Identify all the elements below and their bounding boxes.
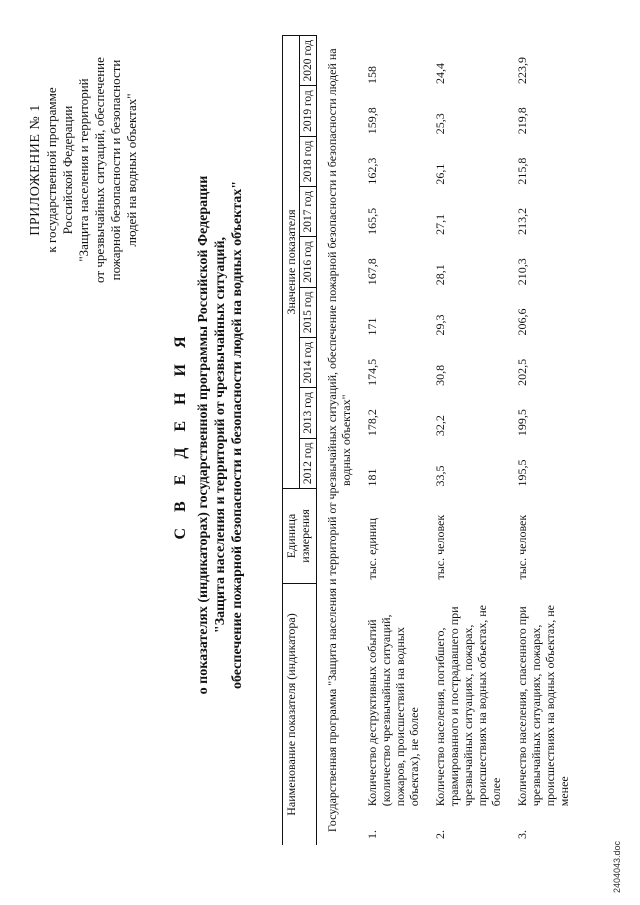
row-name: Количество населения, спасенного при чрезвычайных ситуациях, пожарах, происшествиях на водных объектах, не менее [515, 605, 571, 807]
row-value: 29,3 [433, 314, 447, 336]
row-value: 24,4 [433, 62, 447, 84]
row-value: 213,2 [515, 207, 529, 235]
document-file-name: 2404043.doc [612, 840, 622, 893]
year-header: 2012 год [300, 438, 317, 488]
row-unit: тыс. человек [515, 514, 529, 580]
heading-line: обеспечение пожарной безопасности и безопасности людей на водных объектах" [230, 180, 245, 690]
row-value: 210,3 [515, 258, 529, 286]
row-value: 28,1 [433, 264, 447, 286]
table-row [363, 36, 431, 846]
col-header-name: Наименование показателя (индикатора) [283, 584, 317, 845]
row-value: 165,5 [365, 207, 379, 235]
col-header-group: Значение показателя [283, 36, 300, 489]
row-value: 178,2 [365, 409, 379, 437]
appendix-line: к государственной программе [44, 87, 59, 253]
program-row-text: Государственная программа "Защита населения и территорий от чрезвычайных ситуаций, обеспечение пожарной безопасности и безопасности людей на водных объектах" [325, 48, 353, 833]
row-value: 223,9 [515, 56, 529, 84]
program-row [317, 36, 364, 846]
row-value: 202,5 [515, 358, 529, 386]
year-header: 2019 год [300, 86, 317, 136]
appendix-block [28, 35, 140, 305]
appendix-title: ПРИЛОЖЕНИЕ № 1 [28, 104, 43, 236]
row-value: 181 [365, 468, 379, 487]
row-value: 162,3 [365, 157, 379, 185]
year-header: 2014 год [300, 338, 317, 388]
row-value: 32,2 [433, 415, 447, 437]
row-value: 199,5 [515, 409, 529, 437]
row-unit: тыс. единиц [365, 517, 379, 580]
year-header: 2015 год [300, 287, 317, 337]
row-value: 171 [365, 317, 379, 336]
row-value: 26,1 [433, 163, 447, 185]
appendix-line: людей на водных объектах" [124, 93, 139, 247]
row-value: 159,8 [365, 107, 379, 135]
year-header: 2017 год [300, 187, 317, 237]
row-value: 167,8 [365, 258, 379, 286]
appendix-line: пожарной безопасности и безопасности [108, 59, 123, 281]
appendix-line: "Защита населения и территорий [76, 78, 91, 262]
row-value: 25,3 [433, 113, 447, 135]
table-row [513, 36, 581, 846]
heading-line: "Защита населения и территорий от чрезвычайных ситуаций, [213, 236, 228, 634]
row-value: 195,5 [515, 459, 529, 487]
appendix-line: Российской Федерации [60, 105, 75, 235]
document-heading [172, 55, 246, 815]
appendix-line: от чрезвычайных ситуаций, обеспечение [92, 57, 107, 283]
row-value: 33,5 [433, 465, 447, 487]
col-header-unit: Единица измерения [283, 488, 317, 583]
heading-line: о показателях (индикаторах) государственной программы Российской Федерации [196, 175, 211, 695]
row-number: 3. [515, 830, 529, 839]
row-value: 219,8 [515, 107, 529, 135]
row-value: 158 [365, 65, 379, 84]
table-row [431, 36, 513, 846]
row-unit: тыс. человек [433, 514, 447, 580]
heading-title: С В Е Д Е Н И Я [172, 330, 189, 540]
row-value: 215,8 [515, 157, 529, 185]
row-name: Количество населения, погибшего, травмированного и пострадавшего при чрезвычайных ситуациях, пожарах, происшествиях на водных объектах, не более [433, 605, 503, 807]
row-value: 27,1 [433, 213, 447, 235]
indicators-table [282, 35, 581, 845]
row-value: 206,6 [515, 308, 529, 336]
row-number: 2. [433, 830, 447, 839]
row-value: 174,5 [365, 358, 379, 386]
row-name: Количество деструктивных событий (количество чрезвычайных ситуаций, пожаров, происшествий на водных объектах), не более [365, 614, 421, 807]
year-header: 2013 год [300, 388, 317, 438]
year-header: 2018 год [300, 136, 317, 186]
year-header: 2016 год [300, 237, 317, 287]
row-number: 1. [365, 830, 379, 839]
row-value: 30,8 [433, 364, 447, 386]
year-header: 2020 год [300, 36, 317, 86]
